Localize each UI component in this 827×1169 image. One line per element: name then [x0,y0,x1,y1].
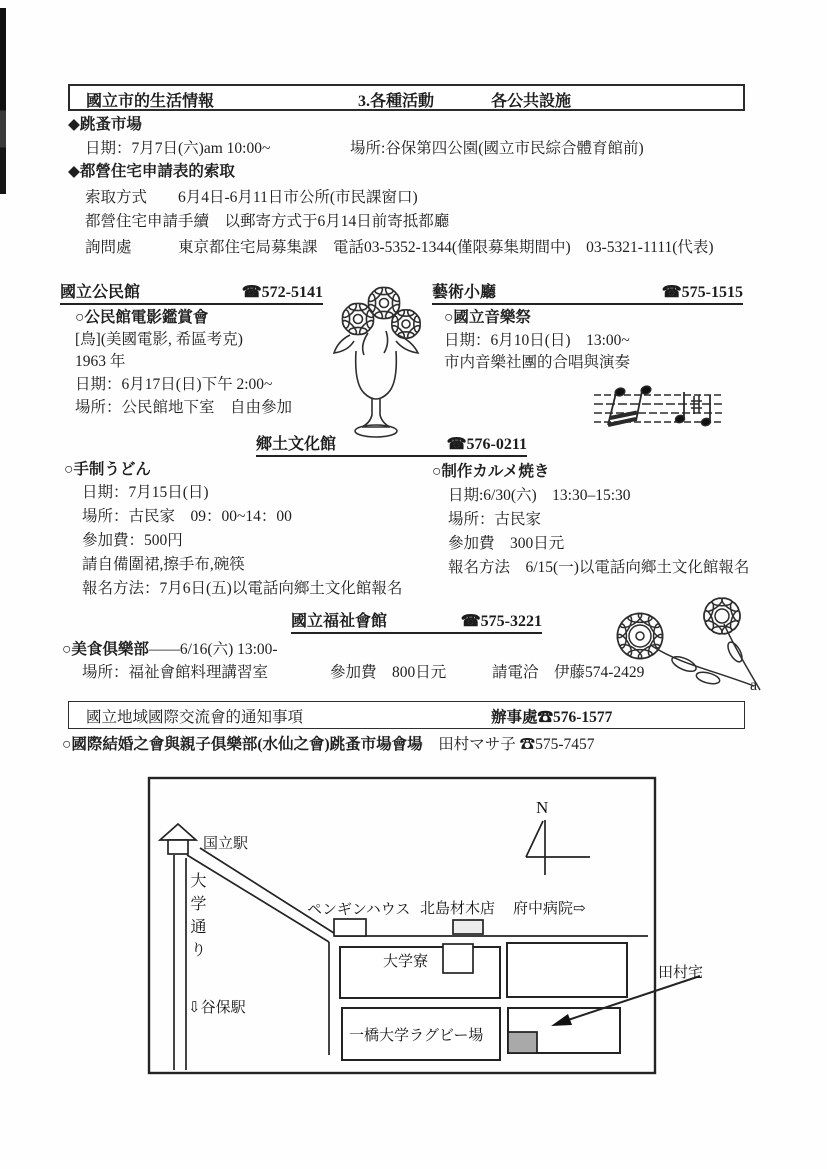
vase [355,351,397,437]
exchange-notice-box [68,701,745,729]
art-hall-name: 藝術小廳 [432,284,497,301]
kyodo-phone: ☎576-0211 [446,436,527,453]
art-hall-line: 日期：6月10日(日) 13:00~ [444,332,630,349]
fukushi-event-time: ——6/16(六) 13:00- [148,641,278,658]
housing-title: ◆都營住宅申請表的索取 [68,163,235,180]
fukushi-heading [291,613,542,634]
sunflower-illustration [572,590,772,698]
housing-line2: 都營住宅申請手續 以郵寄方式于6月14日前寄抵都廳 [85,213,450,230]
kyodo-left-line: 請自備圍裙,擦手布,碗筷 [82,556,245,573]
exchange-line [62,735,595,755]
flower-vase-illustration [320,283,432,443]
right-top-block [507,943,627,997]
map-label-fuchu-hospital: 府中病院⇨ [513,901,586,917]
artist-signature: a [750,677,758,694]
dormitory-annex [443,944,473,973]
map-label-penguin-house: ペンギンハウス [307,902,411,918]
fukushi-contact: 請電洽 伊藤574-2429 [492,664,645,681]
kyodo-left-line: 報名方法：7月6日(五)以電話向鄉土文化館報名 [82,580,403,597]
map-label-kitajima: 北島材木店 [420,901,496,917]
kominkan-line: 1963 年 [75,353,126,370]
kyodo-name: 鄉土文化館 [256,436,337,453]
kyodo-right-event: ○制作カルメ焼き [432,463,550,480]
header-box [68,84,745,111]
housing-line1: 索取方式 6月4日-6月11日市公所(市民課窗口) [85,189,418,206]
kyodo-left-line: 場所：古民家 09：00~14：00 [82,508,292,525]
daisy-flower [334,286,422,355]
kominkan-line: [鳥](美國電影, 希區考克) [75,331,243,348]
page-title: 國立市的生活情報 [86,93,215,110]
kominkan-event: ○公民館電影鑑賞會 [75,309,209,326]
map-label-tamura-house: 田村宅 [658,965,704,981]
kitajima-building [453,920,483,934]
art-hall-line: 市内音樂社團的合唱與演奏 [444,354,631,371]
map-label-dormitory: 大学寮 [383,954,429,970]
fukushi-place: 場所：福祉會館料理講習室 [82,664,269,681]
kominkan-phone: ☎572-5141 [241,284,323,301]
art-hall-heading [432,284,743,305]
scan-artifact-bar [0,8,6,194]
kyodo-right-line: 日期:6/30(六) 13:30–15:30 [448,487,631,504]
kominkan-line: 日期：6月17日(日)下午 2:00~ [75,376,273,393]
exchange-title: 國立地域國際交流會的通知事項 [86,709,304,726]
map-label-yaho-station: ⇩谷保駅 [188,1000,246,1016]
map-label-kunitachi-station: 国立駅 [203,836,249,852]
flea-market-date: 日期：7月7日(六)am 10:00~ [85,140,271,157]
housing-line3: 詢問處 東京都住宅局募集課 電話03-5352-1344(僅限募集期間中) 03-5321-1111(代表) [85,239,714,256]
fukushi-fee: 參加費 800日元 [330,664,447,681]
kyodo-right-line: 參加費 300日元 [448,535,565,552]
kominkan-line: 場所：公民館地下室 自由參加 [75,399,293,416]
road-diagonal-inner [200,848,337,935]
map-label-rugby-field: 一橋大学ラグビー場 [349,1028,484,1044]
compass-north-icon [526,820,590,875]
house-icon [160,824,196,854]
kominkan-heading [60,284,323,305]
kyodo-left-event: ○手制うどん [64,461,151,478]
exchange-event: ○國際結婚之會與親子俱樂部(水仙之會)跳蚤市場會場 [62,736,423,753]
penguin-house-building [334,919,366,936]
art-hall-event: ○國立音樂祭 [444,309,531,326]
exchange-contact: 田村マサ子 ☎575-7457 [438,736,595,753]
kyodo-left-line: 日期：7月15日(日) [82,484,209,501]
fukushi-phone: ☎575-3221 [460,613,542,630]
fukushi-event [62,640,278,660]
header-category: 各公共設施 [491,93,572,110]
kyodo-left-line: 參加費：500円 [82,532,183,549]
exchange-office: 辦事處☎576-1577 [491,709,613,726]
neighborhood-map [147,776,827,1078]
music-notes-illustration [590,383,726,435]
kominkan-name: 國立公民館 [60,284,141,301]
kyodo-right-line: 場所：古民家 [448,511,542,528]
flea-market-place: 場所:谷保第四公園(國立市民綜合體育館前) [350,140,644,157]
header-section: 3.各種活動 [358,93,435,110]
map-label-north: N [536,798,549,817]
kyodo-heading [256,436,527,457]
tamura-house-marker [508,1032,537,1053]
kyodo-right-line: 報名方法 6/15(一)以電話向鄉土文化館報名 [448,559,750,576]
map-label-daigaku-dori: 大学通り [188,872,205,964]
fukushi-name: 國立福祉會館 [291,613,388,630]
fukushi-event-title: ○美食俱樂部 [62,641,149,658]
flea-market-title: ◆跳蚤市場 [68,116,142,133]
art-hall-phone: ☎575-1515 [661,284,743,301]
